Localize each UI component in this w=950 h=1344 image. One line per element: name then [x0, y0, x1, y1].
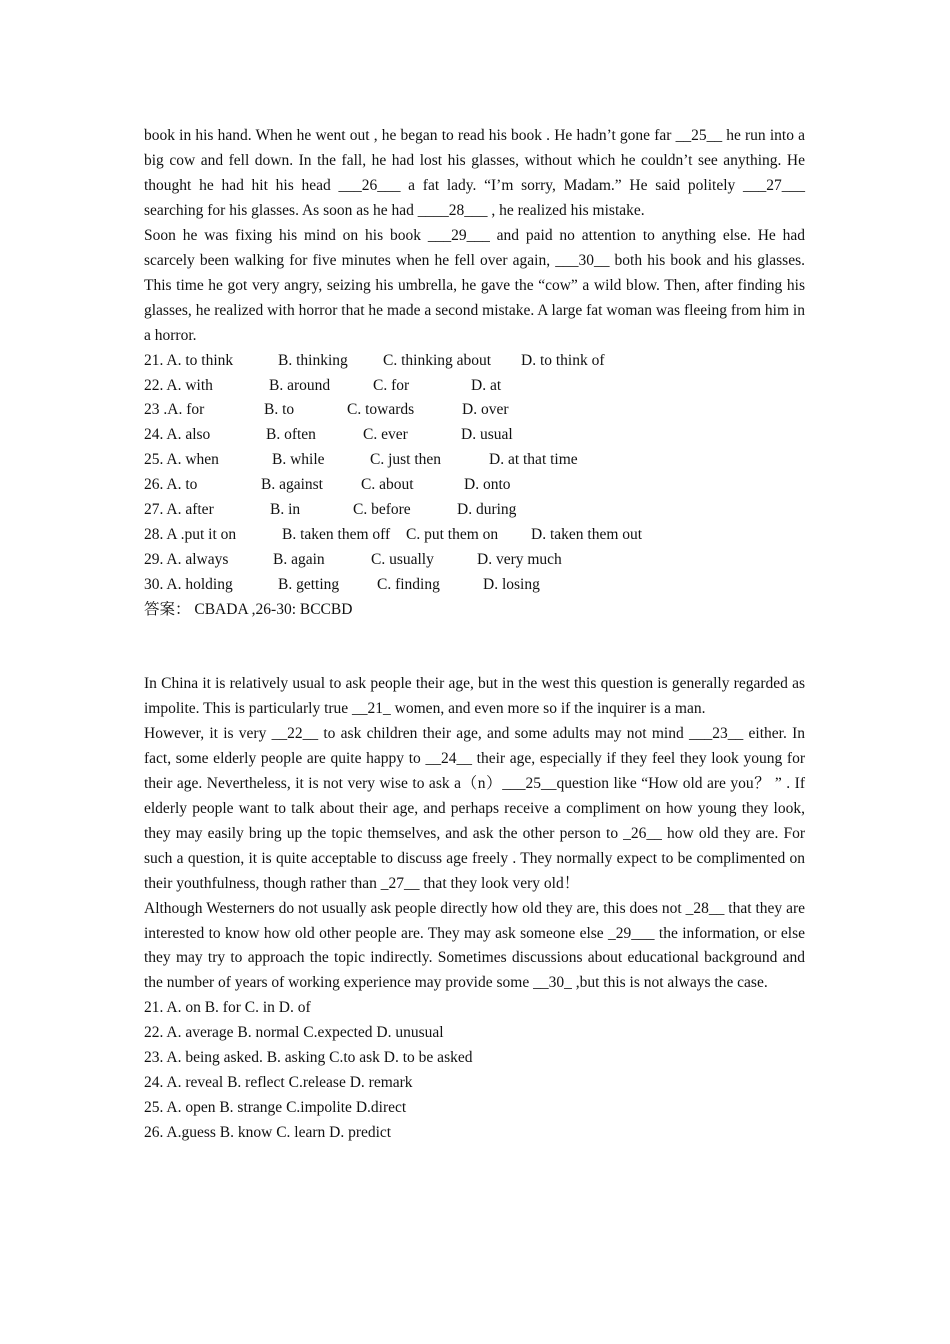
passage-2-paragraph-2: However, it is very __22__ to ask children their age, and some adults may not mind ___23__ either. In fact, some elderly people are quite happy to __24__ their age, especially if they feel they look young for their age. Nevertheless, it is not very wise to ask a（n）___25__question like “How old are you？ ” . If elderly people want to talk about their age, and perhaps receive a compliment on how young they look, they may easily bring up the topic themselves, and ask the other person to _26__ how old they are. For such a question, it is quite acceptable to discuss age freely . They normally expect to be complimented on their youthfulness, though rather than _27__ that they look very old！ [144, 724, 805, 892]
option-b: B. getting [278, 576, 340, 594]
option-a: 21. A. to think [144, 351, 234, 369]
option-d: D. at [471, 376, 502, 394]
option-d: D. during [457, 501, 517, 519]
option-b: B. while [272, 451, 325, 469]
option-row-21 [144, 349, 805, 374]
answer-key: 答案： CBADA ,26-30: BCCBD [144, 600, 353, 618]
option-a: 30. A. holding [144, 576, 233, 594]
option-a: 26. A. to [144, 476, 198, 494]
option-row-24 [144, 423, 805, 448]
option-b: B. thinking [278, 351, 348, 369]
option-b: B. in [270, 501, 301, 519]
option-b: B. around [269, 376, 331, 394]
option-d: D. taken them out [531, 526, 643, 544]
option-line-26: 26. A.guess B. know C. learn D. predict [144, 1124, 392, 1142]
option-a: 27. A. after [144, 501, 214, 519]
option-row-25 [144, 448, 805, 473]
option-line-22: 22. A. average B. normal C.expected D. unusual [144, 1024, 444, 1042]
option-c: C. just then [370, 451, 442, 469]
option-a: 25. A. when [144, 451, 219, 469]
option-c: C. put them on [406, 526, 499, 544]
option-row-29 [144, 548, 805, 573]
option-line-25: 25. A. open B. strange C.impolite D.direct [144, 1099, 407, 1117]
option-d: D. losing [483, 576, 540, 594]
option-row-27 [144, 498, 805, 523]
option-line-23: 23. A. being asked. B. asking C.to ask D. to be asked [144, 1049, 473, 1067]
option-b: B. often [266, 426, 316, 444]
option-d: D. at that time [489, 451, 578, 469]
option-line-24: 24. A. reveal B. reflect C.release D. remark [144, 1074, 413, 1092]
passage-1 [144, 124, 805, 623]
option-row-26 [144, 473, 805, 498]
option-d: D. to think of [521, 351, 605, 369]
passage-2-options [144, 996, 805, 1146]
option-a: 24. A. also [144, 426, 211, 444]
option-b: B. taken them off [282, 526, 391, 544]
passage-1-paragraph-1: book in his hand. When he went out , he began to read his book . He hadn’t gone far __25__ he run into a big cow and fell down. In the fall, he had lost his glasses, without which he couldn’t see anything. He thought he had hit his head ___26___ a fat lady. “I’m sorry, Madam.” He said politely ___27___ searching for his glasses. As soon as he had ____28___ , he realized his mistake. [144, 127, 805, 219]
option-c: C. usually [371, 551, 434, 569]
option-c: C. towards [347, 401, 415, 419]
option-c: C. thinking about [383, 351, 492, 369]
option-a: 28. A .put it on [144, 526, 237, 544]
passage-1-paragraph-2: Soon he was fixing his mind on his book ___29___ and paid no attention to anything else. He had scarcely been walking for five minutes when he fell over again, ___30__ both his book and his glasses. This time he got very angry, seizing his umbrella, he gave the “cow” a wild blow. Then, after finding his glasses, he realized with horror that he made a second mistake. A large fat woman was fleeing from him in a horror. [144, 226, 805, 344]
option-row-23 [144, 398, 805, 423]
passage-2 [144, 672, 805, 1146]
option-c: C. for [373, 376, 410, 394]
option-c: C. finding [377, 576, 440, 594]
passage-1-options [144, 349, 805, 598]
option-d: D. very much [477, 551, 562, 569]
option-c: C. about [361, 476, 414, 494]
option-line-21: 21. A. on B. for C. in D. of [144, 999, 311, 1017]
option-b: B. again [273, 551, 325, 569]
option-row-22 [144, 374, 805, 399]
option-c: C. ever [363, 426, 408, 444]
option-d: D. onto [464, 476, 511, 494]
option-c: C. before [353, 501, 411, 519]
passage-2-paragraph-1: In China it is relatively usual to ask people their age, but in the west this question is generally regarded as impolite. This is particularly true __21_ women, and even more so if the inquirer is a man. [144, 675, 805, 717]
option-b: B. to [264, 401, 295, 419]
option-a: 23 .A. for [144, 401, 205, 419]
option-row-28 [144, 523, 805, 548]
option-a: 29. A. always [144, 551, 229, 569]
option-b: B. against [261, 476, 323, 494]
option-a: 22. A. with [144, 376, 213, 394]
option-d: D. over [462, 401, 509, 419]
option-d: D. usual [461, 426, 513, 444]
passage-2-paragraph-3: Although Westerners do not usually ask people directly how old they are, this does not _28__ that they are interested to know how old other people are. They may ask someone else _29___ the information, or else they may try to approach the topic indirectly. Sometimes discussions about educational background and the number of years of working experience may provide some __30_ ,but this is not always the case. [144, 899, 805, 992]
option-row-30 [144, 573, 805, 598]
